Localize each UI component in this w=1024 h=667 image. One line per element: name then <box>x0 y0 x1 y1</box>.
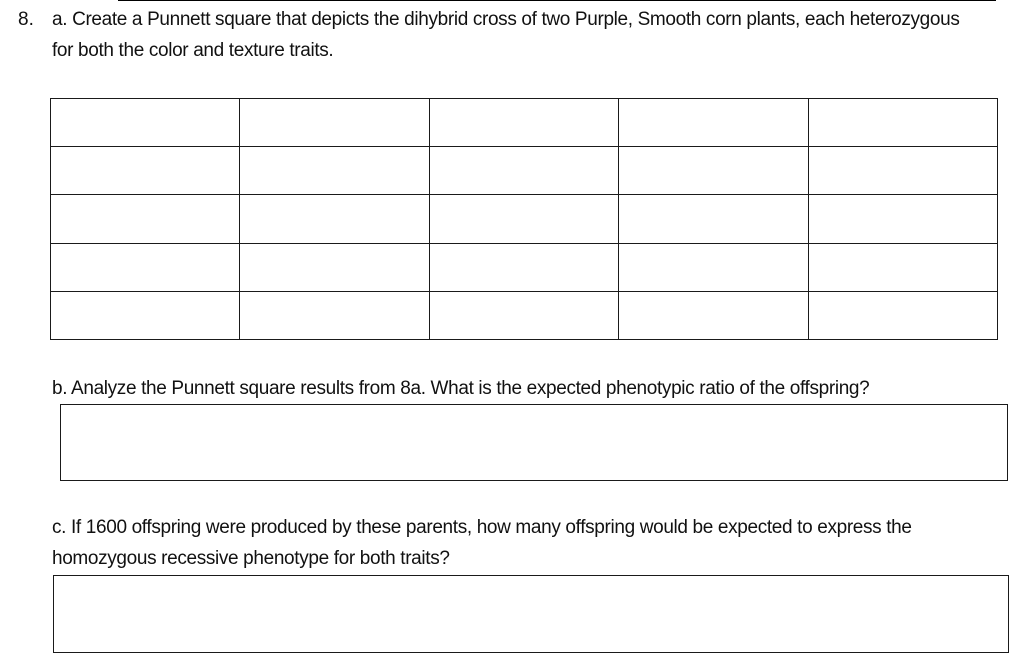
question-8a-text-line1: a. Create a Punnett square that depicts the dihybrid cross of two Purple, Smooth corn plants, each heterozygous <box>52 9 960 30</box>
punnett-cell[interactable] <box>619 99 808 147</box>
question-8b-text: b. Analyze the Punnett square results from 8a. What is the expected phenotypic ratio of the offspring? <box>52 378 870 399</box>
punnett-row <box>51 99 998 147</box>
punnett-cell[interactable] <box>808 195 997 243</box>
punnett-cell[interactable] <box>619 243 808 291</box>
punnett-cell[interactable] <box>808 291 997 339</box>
punnett-cell[interactable] <box>240 243 429 291</box>
punnett-cell[interactable] <box>240 195 429 243</box>
punnett-cell[interactable] <box>240 291 429 339</box>
punnett-cell[interactable] <box>429 195 618 243</box>
question-8c-text-line1: c. If 1600 offspring were produced by these parents, how many offspring would be expected to express the <box>52 517 912 538</box>
punnett-row <box>51 243 998 291</box>
answer-box-8b[interactable] <box>60 404 1008 481</box>
punnett-cell[interactable] <box>619 147 808 195</box>
answer-box-8c[interactable] <box>53 575 1009 653</box>
punnett-cell[interactable] <box>429 291 618 339</box>
punnett-cell[interactable] <box>51 147 240 195</box>
punnett-cell[interactable] <box>619 195 808 243</box>
punnett-cell[interactable] <box>808 243 997 291</box>
question-number: 8. <box>18 9 34 30</box>
punnett-square-grid <box>50 98 998 340</box>
punnett-cell[interactable] <box>51 291 240 339</box>
punnett-cell[interactable] <box>808 99 997 147</box>
question-8c-text-line2: homozygous recessive phenotype for both traits? <box>52 548 450 569</box>
punnett-row <box>51 195 998 243</box>
punnett-row <box>51 147 998 195</box>
punnett-cell[interactable] <box>429 243 618 291</box>
punnett-cell[interactable] <box>808 147 997 195</box>
punnett-row <box>51 291 998 339</box>
top-border-line <box>118 0 996 1</box>
punnett-cell[interactable] <box>429 99 618 147</box>
punnett-cell[interactable] <box>51 243 240 291</box>
question-8a-text-line2: for both the color and texture traits. <box>52 40 334 61</box>
punnett-cell[interactable] <box>51 99 240 147</box>
punnett-cell[interactable] <box>240 99 429 147</box>
punnett-cell[interactable] <box>240 147 429 195</box>
punnett-cell[interactable] <box>429 147 618 195</box>
punnett-cell[interactable] <box>51 195 240 243</box>
punnett-cell[interactable] <box>619 291 808 339</box>
